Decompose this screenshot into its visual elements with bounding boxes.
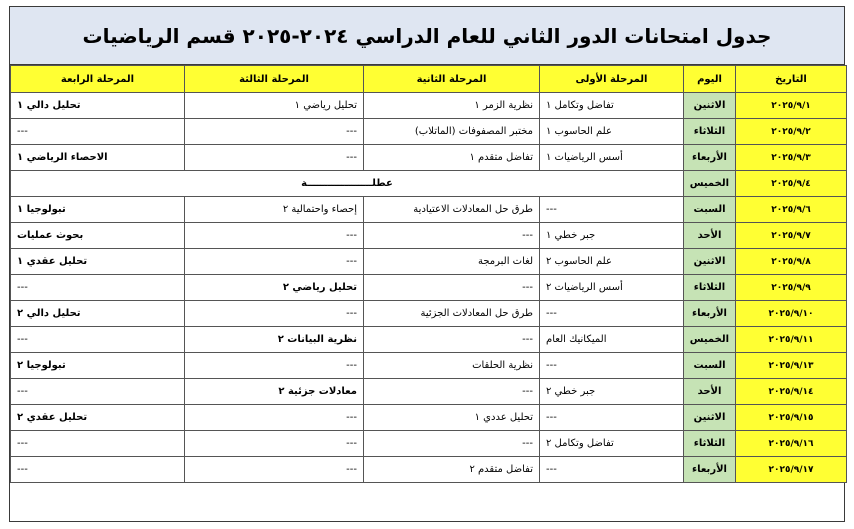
table-row (11, 197, 847, 223)
cell-day: الثلاثاء (684, 119, 736, 145)
cell-date: ٢٠٢٥/٩/١٠ (736, 301, 847, 327)
cell-day: السبت (684, 197, 736, 223)
schedule-table (10, 65, 847, 483)
cell-date: ٢٠٢٥/٩/٧ (736, 223, 847, 249)
cell-stage-3: --- (185, 405, 364, 431)
cell-stage-1: تفاضل وتكامل ١ (540, 93, 684, 119)
cell-day: الاثنين (684, 405, 736, 431)
table-row (11, 171, 847, 197)
table-row (11, 93, 847, 119)
cell-stage-3: --- (185, 119, 364, 145)
cell-stage-4: تبولوجيا ١ (11, 197, 185, 223)
cell-date: ٢٠٢٥/٩/٦ (736, 197, 847, 223)
cell-stage-1: علم الحاسوب ١ (540, 119, 684, 145)
table-row (11, 457, 847, 483)
cell-day: الاثنين (684, 249, 736, 275)
cell-date: ٢٠٢٥/٩/٢ (736, 119, 847, 145)
cell-stage-3: معادلات جزئية ٢ (185, 379, 364, 405)
cell-stage-2: تحليل عددي ١ (364, 405, 540, 431)
table-row (11, 145, 847, 171)
cell-stage-1: الميكانيك العام (540, 327, 684, 353)
cell-stage-1: --- (540, 301, 684, 327)
cell-stage-2: نظرية الزمر ١ (364, 93, 540, 119)
cell-date: ٢٠٢٥/٩/١٦ (736, 431, 847, 457)
cell-stage-1: جبر خطي ٢ (540, 379, 684, 405)
table-row (11, 301, 847, 327)
cell-day: السبت (684, 353, 736, 379)
header-stage-3: المرحلة الثالثة (185, 66, 364, 93)
cell-stage-4: --- (11, 431, 185, 457)
cell-stage-1: --- (540, 197, 684, 223)
header-stage-1: المرحلة الأولى (540, 66, 684, 93)
cell-day: الخميس (684, 171, 736, 197)
cell-stage-3: تحليل رياضي ٢ (185, 275, 364, 301)
cell-stage-3: تحليل رياضي ١ (185, 93, 364, 119)
cell-stage-1: أسس الرياضيات ٢ (540, 275, 684, 301)
table-row (11, 223, 847, 249)
cell-day: الأربعاء (684, 145, 736, 171)
table-row (11, 379, 847, 405)
cell-date: ٢٠٢٥/٩/٣ (736, 145, 847, 171)
cell-stage-3: إحصاء واحتمالية ٢ (185, 197, 364, 223)
cell-stage-1: --- (540, 405, 684, 431)
cell-stage-1: أسس الرياضيات ١ (540, 145, 684, 171)
cell-stage-2: --- (364, 275, 540, 301)
cell-date: ٢٠٢٥/٩/١١ (736, 327, 847, 353)
cell-stage-2: --- (364, 223, 540, 249)
cell-stage-1: جبر خطي ١ (540, 223, 684, 249)
cell-day: الاثنين (684, 93, 736, 119)
cell-stage-2: تفاضل متقدم ٢ (364, 457, 540, 483)
cell-stage-2: --- (364, 327, 540, 353)
title-bar (10, 7, 844, 65)
cell-stage-2: طرق حل المعادلات الاعتيادية (364, 197, 540, 223)
header-date: التاريخ (736, 66, 847, 93)
cell-stage-2: نظرية الحلقات (364, 353, 540, 379)
table-row (11, 431, 847, 457)
cell-stage-2: تفاضل متقدم ١ (364, 145, 540, 171)
cell-date: ٢٠٢٥/٩/٩ (736, 275, 847, 301)
cell-stage-3: --- (185, 353, 364, 379)
cell-stage-4: تبولوجيا ٢ (11, 353, 185, 379)
cell-stage-4: --- (11, 119, 185, 145)
table-row (11, 353, 847, 379)
cell-stage-2: طرق حل المعادلات الجزئية (364, 301, 540, 327)
header-day: اليوم (684, 66, 736, 93)
cell-stage-4: --- (11, 457, 185, 483)
cell-stage-1: --- (540, 353, 684, 379)
cell-stage-3: نظرية البيانات ٢ (185, 327, 364, 353)
cell-stage-2: --- (364, 431, 540, 457)
cell-stage-2: مختبر المصفوفات (الماتلاب) (364, 119, 540, 145)
header-stage-4: المرحلة الرابعة (11, 66, 185, 93)
cell-stage-3: --- (185, 457, 364, 483)
cell-stage-4: تحليل عقدي ١ (11, 249, 185, 275)
table-row (11, 405, 847, 431)
cell-date: ٢٠٢٥/٩/١٤ (736, 379, 847, 405)
cell-day: الأربعاء (684, 301, 736, 327)
cell-day: الأربعاء (684, 457, 736, 483)
cell-stage-4: الاحصاء الرياضي ١ (11, 145, 185, 171)
cell-stage-3: --- (185, 223, 364, 249)
cell-stage-4: تحليل دالي ٢ (11, 301, 185, 327)
cell-stage-2: --- (364, 379, 540, 405)
cell-stage-3: --- (185, 431, 364, 457)
cell-stage-1: علم الحاسوب ٢ (540, 249, 684, 275)
page-title: جدول امتحانات الدور الثاني للعام الدراسي ٢٠٢٤-٢٠٢٥ قسم الرياضيات (82, 23, 772, 48)
cell-stage-2: لغات البرمجة (364, 249, 540, 275)
cell-day: الثلاثاء (684, 431, 736, 457)
cell-stage-4: تحليل دالي ١ (11, 93, 185, 119)
cell-date: ٢٠٢٥/٩/٨ (736, 249, 847, 275)
cell-stage-1: --- (540, 457, 684, 483)
cell-stage-4: --- (11, 275, 185, 301)
cell-stage-4: --- (11, 379, 185, 405)
table-row (11, 249, 847, 275)
cell-stage-4: --- (11, 327, 185, 353)
cell-day: الخميس (684, 327, 736, 353)
cell-stage-3: --- (185, 301, 364, 327)
cell-holiday: عطلـــــــــــــــــــة (11, 171, 684, 197)
cell-day: الأحد (684, 379, 736, 405)
table-row (11, 327, 847, 353)
cell-date: ٢٠٢٥/٩/١٣ (736, 353, 847, 379)
header-row (11, 66, 847, 93)
cell-date: ٢٠٢٥/٩/١ (736, 93, 847, 119)
cell-stage-3: --- (185, 145, 364, 171)
exam-schedule-sheet (9, 6, 845, 522)
cell-stage-1: تفاضل وتكامل ٢ (540, 431, 684, 457)
cell-date: ٢٠٢٥/٩/١٧ (736, 457, 847, 483)
cell-stage-4: بحوث عمليات (11, 223, 185, 249)
cell-stage-4: تحليل عقدي ٢ (11, 405, 185, 431)
cell-day: الأحد (684, 223, 736, 249)
cell-stage-3: --- (185, 249, 364, 275)
header-stage-2: المرحلة الثانية (364, 66, 540, 93)
table-row (11, 119, 847, 145)
cell-date: ٢٠٢٥/٩/٤ (736, 171, 847, 197)
cell-day: الثلاثاء (684, 275, 736, 301)
cell-date: ٢٠٢٥/٩/١٥ (736, 405, 847, 431)
table-row (11, 275, 847, 301)
